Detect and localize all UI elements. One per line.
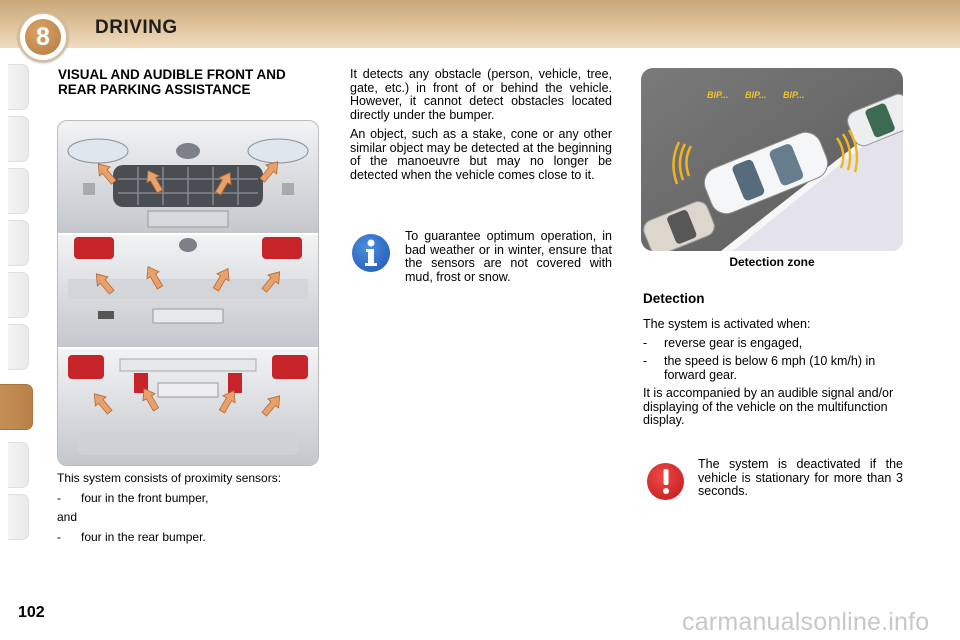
detection-item-2: - the speed is below 6 mph (10 km/h) in forward gear. bbox=[643, 355, 905, 382]
beep-3: BIP... bbox=[783, 90, 805, 100]
chapter-tab-10[interactable] bbox=[8, 494, 29, 540]
chapter-number-badge bbox=[18, 12, 68, 62]
section-title: VISUAL AND AUDIBLE FRONT AND REAR PARKING ASSISTANCE bbox=[58, 67, 286, 97]
middle-column bbox=[350, 68, 612, 188]
info-icon bbox=[352, 234, 390, 272]
chapter-tab-3[interactable] bbox=[8, 168, 29, 214]
detection-item-1-text: reverse gear is engaged, bbox=[664, 335, 803, 350]
chapter-tab-5[interactable] bbox=[8, 272, 29, 318]
detection-item-1: - reverse gear is engaged, bbox=[643, 335, 803, 350]
info-note: To guarantee optimum operation, in bad weather or in winter, ensure that the sensors are not covered with mud, frost or snow. bbox=[405, 229, 612, 284]
list-item-front: - four in the front bumper, bbox=[57, 490, 209, 505]
chapter-tabs bbox=[0, 64, 32, 574]
sensor-intro bbox=[57, 472, 317, 550]
chapter-tab-6[interactable] bbox=[8, 324, 29, 370]
warning-note: The system is deactivated if the vehicle is stationary for more than 3 seconds. bbox=[698, 457, 903, 498]
beep-2: BIP... bbox=[745, 90, 767, 100]
chapter-number: 8 bbox=[25, 19, 61, 55]
detection-item-2-text: the speed is below 6 mph (10 km/h) in forward gear. bbox=[664, 354, 876, 382]
page-number: 102 bbox=[18, 604, 45, 621]
detection-text bbox=[643, 318, 905, 433]
watermark: carmanualsonline.info bbox=[682, 608, 930, 636]
chapter-tab-1[interactable] bbox=[8, 64, 29, 110]
sensor-location-illustration bbox=[57, 120, 319, 466]
chapter-tab-8-active[interactable] bbox=[0, 384, 33, 430]
chapter-tab-4[interactable] bbox=[8, 220, 29, 266]
detection-after: It is accompanied by an audible signal and/or displaying of the vehicle on the multifunction display. bbox=[643, 386, 894, 427]
chapter-title: DRIVING bbox=[95, 17, 178, 38]
rear-item-text: four in the rear bumper. bbox=[81, 529, 206, 544]
detection-zone-caption: Detection zone bbox=[729, 255, 815, 269]
front-item-text: four in the front bumper, bbox=[81, 490, 209, 505]
paragraph-obstacles: It detects any obstacle (person, vehicle, tree, gate, etc.) in front of or behind the vehicle. However, it cannot detect obstacles located directly under the bumper. bbox=[350, 67, 612, 122]
beep-1: BIP... bbox=[707, 90, 729, 100]
warning-icon bbox=[647, 463, 684, 500]
detection-zone-illustration bbox=[641, 68, 903, 251]
paragraph-limits: An object, such as a stake, cone or any other similar object may be detected at the beginning of the manoeuvre but may no longer be detected when the vehicle comes close to it. bbox=[350, 127, 612, 182]
chapter-tab-2[interactable] bbox=[8, 116, 29, 162]
detection-lead: The system is activated when: bbox=[643, 317, 811, 331]
detection-heading: Detection bbox=[643, 291, 705, 306]
chapter-tab-9[interactable] bbox=[8, 442, 29, 488]
list-item-rear: - four in the rear bumper. bbox=[57, 529, 206, 544]
intro-sentence: This system consists of proximity sensors: bbox=[57, 471, 282, 485]
connector-text: and bbox=[57, 510, 78, 524]
